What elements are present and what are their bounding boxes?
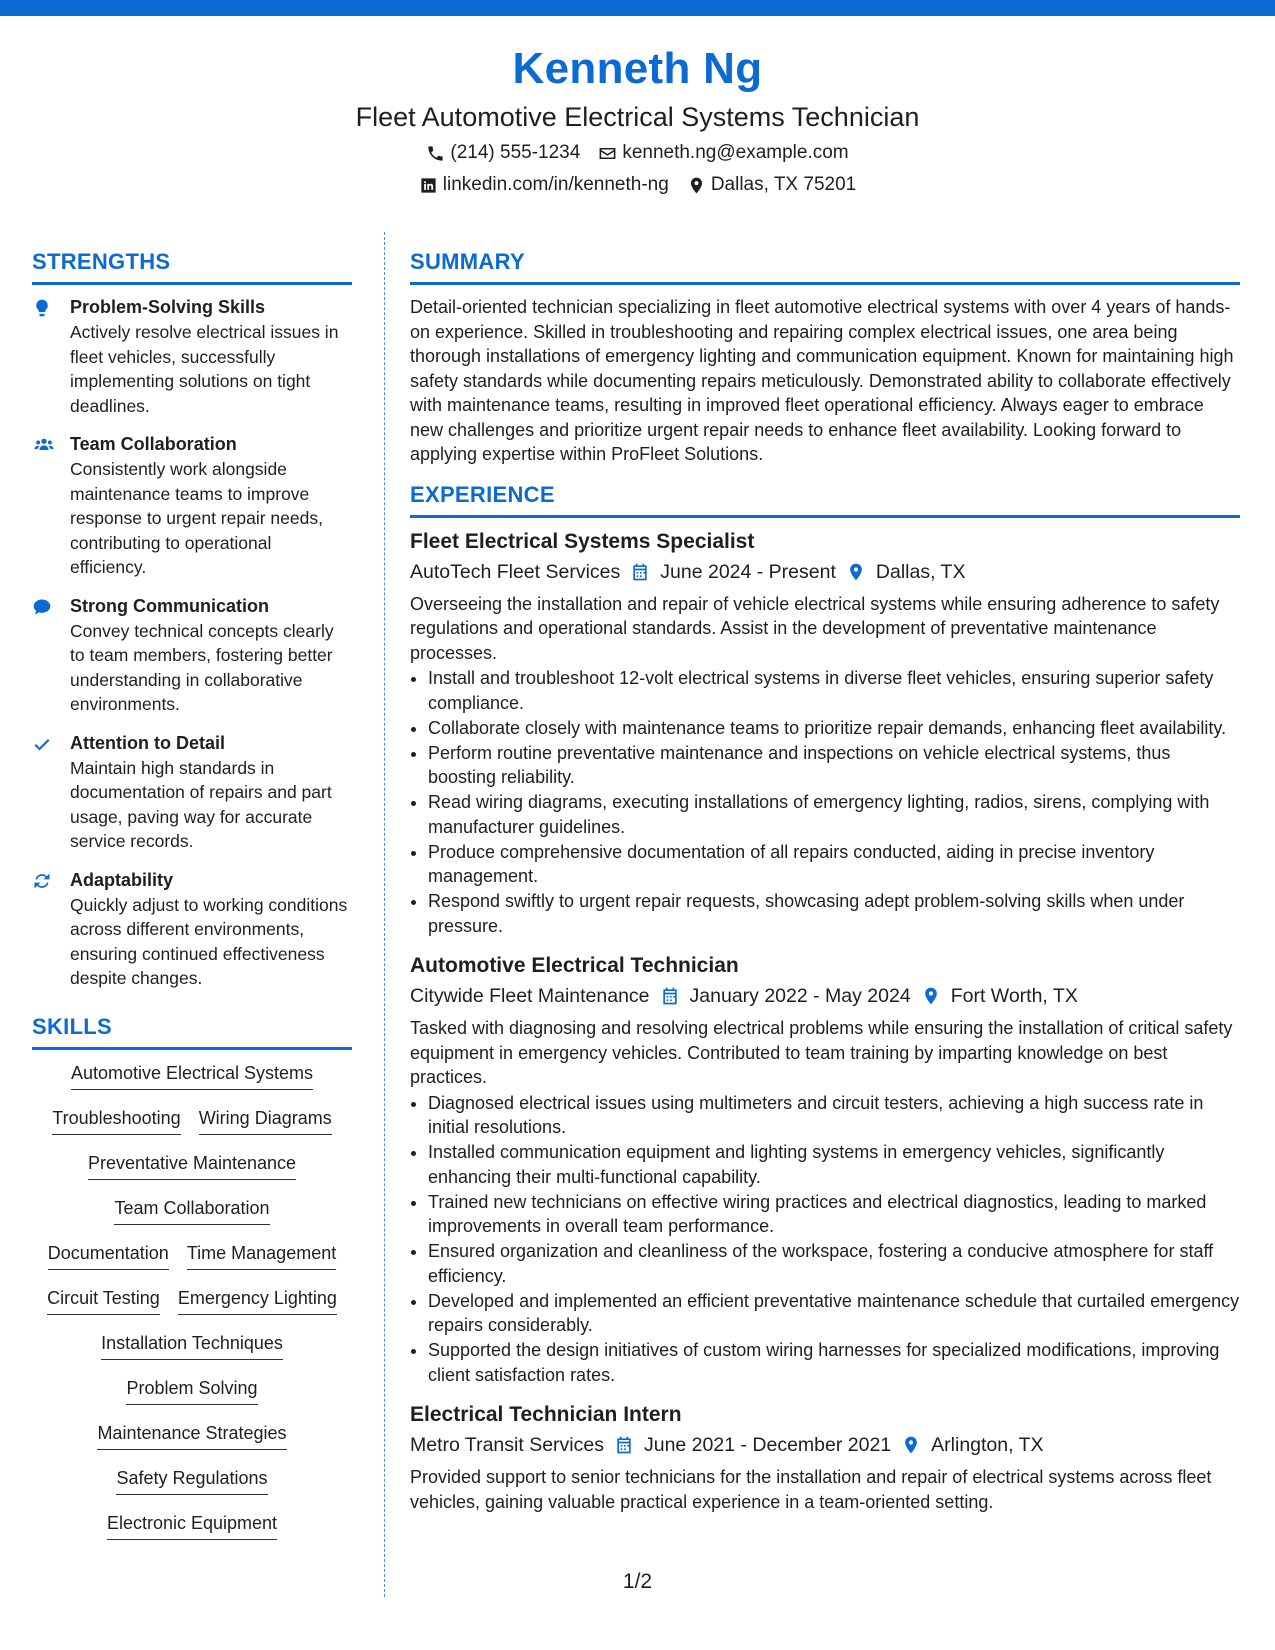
- strength-desc: Consistently work alongside maintenance teams to improve response to urgent repair needs, contributing to operational efficiency.: [70, 459, 323, 577]
- job-bullet: • Installed communication equipment and lighting systems in emergency vehicles, significantly enhancing their multi-functional capability.: [428, 1140, 1240, 1189]
- envelope-icon: [598, 144, 617, 163]
- job-bullet: • Read wiring diagrams, executing installations of emergency lighting, radios, sirens, complying with manufacturer guidelines.: [428, 790, 1240, 839]
- lightbulb-icon: [32, 298, 52, 318]
- linkedin-icon: [419, 176, 438, 195]
- page-number: 1/2: [622, 1570, 653, 1593]
- job-company: Metro Transit Services: [410, 1434, 604, 1456]
- job-bullet: • Collaborate closely with maintenance teams to prioritize repair demands, enhancing fleet availability.: [428, 716, 1240, 741]
- contact-phone: [426, 140, 580, 166]
- summary-text: Detail-oriented technician specializing in fleet automotive electrical systems with over 4 years of hands-on experience. Skilled in troubleshooting and repairing complex electrical issues, one area being thorough installations of emergency lighting and communication equipment. Known for maintaining high safety standards while documenting repairs meticulously. Demonstrated ability to collaborate effectively with maintenance teams, resulting in improved fleet operational efficiency. Always eager to embrace new challenges and prioritize urgent repair needs to enhance fleet availability. Looking forward to applying expertise within ProFleet Solutions.: [410, 297, 1234, 464]
- skill-tag: Maintenance Strategies: [97, 1420, 286, 1450]
- contact-row-1: [0, 140, 1275, 166]
- job-role: Electrical Technician Intern: [410, 1403, 682, 1426]
- map-pin-icon: [921, 986, 941, 1006]
- job-bullet: • Install and troubleshoot 12-volt electrical systems in diverse fleet vehicles, ensuring superior safety compliance.: [428, 666, 1240, 715]
- resume-header: [0, 40, 1275, 198]
- job-bullet: • Trained new technicians on effective wiring practices and electrical diagnostics, leading to marked improvements in overall team performance.: [428, 1190, 1240, 1239]
- job-entry: [410, 1401, 1240, 1514]
- strength-item: [32, 295, 352, 418]
- skill-tag: Preventative Maintenance: [88, 1150, 296, 1180]
- job-location: Fort Worth, TX: [950, 985, 1078, 1007]
- job-role: Fleet Electrical Systems Specialist: [410, 529, 755, 553]
- job-description: Tasked with diagnosing and resolving electrical problems while ensuring the installation of critical safety equipment in emergency vehicles. Contributed to team training by imparting knowledge on best practices.: [410, 1018, 1233, 1087]
- job-meta: [410, 1431, 1240, 1459]
- job-bullet: • Supported the design initiatives of custom wiring harnesses for specialized modifications, improving client satisfaction rates.: [428, 1338, 1240, 1387]
- candidate-name: Kenneth Ng: [512, 44, 763, 93]
- map-pin-icon: [687, 176, 706, 195]
- skill-tag: Team Collaboration: [114, 1195, 269, 1225]
- job-dates: June 2021 - December 2021: [643, 1434, 892, 1456]
- email-text: kenneth.ng@example.com: [622, 142, 849, 163]
- job-dates: January 2022 - May 2024: [689, 985, 911, 1007]
- checkmark-icon: [32, 734, 52, 754]
- contact-email[interactable]: [598, 140, 848, 166]
- calendar-icon: [660, 986, 680, 1006]
- job-dates: June 2024 - Present: [660, 560, 836, 583]
- phone-icon: [426, 144, 445, 163]
- chat-bubble-icon: [32, 597, 52, 617]
- contact-location: [687, 172, 856, 198]
- job-bullet: • Diagnosed electrical issues using multimeters and circuit testers, achieving a high success rate in initial resolutions.: [428, 1091, 1240, 1140]
- strength-item: [32, 594, 352, 717]
- strength-item: [32, 868, 352, 991]
- linkedin-text: linkedin.com/in/kenneth-ng: [442, 174, 669, 195]
- users-icon: [32, 435, 56, 455]
- job-location: Dallas, TX: [875, 560, 966, 583]
- skill-tag: Safety Regulations: [116, 1465, 267, 1495]
- job-bullet: • Produce comprehensive documentation of all repairs conducted, aiding in precise inventory management.: [428, 840, 1240, 889]
- job-company: Citywide Fleet Maintenance: [410, 985, 650, 1007]
- job-role: Automotive Electrical Technician: [410, 954, 739, 977]
- left-column: [32, 248, 352, 1555]
- skill-tag: Electronic Equipment: [107, 1510, 277, 1540]
- location-text: Dallas, TX 75201: [710, 174, 857, 195]
- skill-tag: Automotive Electrical Systems: [71, 1060, 313, 1090]
- skill-tag: Circuit Testing: [47, 1285, 160, 1315]
- strength-desc: Maintain high standards in documentation of repairs and part usage, paving way for accurate service records.: [70, 757, 332, 851]
- refresh-icon: [32, 871, 52, 891]
- job-meta: [410, 982, 1240, 1010]
- job-description: Overseeing the installation and repair of vehicle electrical systems while ensuring adherence to safety regulations and operational standards. Assist in the development of preventative maintenance processes.: [410, 593, 1220, 663]
- strength-title: Team Collaboration: [70, 434, 237, 454]
- column-divider: [384, 232, 385, 1597]
- map-pin-icon: [901, 1435, 921, 1455]
- contact-linkedin[interactable]: [419, 172, 669, 198]
- summary-heading: SUMMARY: [410, 248, 1240, 285]
- skill-tag: Time Management: [187, 1240, 336, 1270]
- strength-item: [32, 432, 352, 580]
- candidate-title: Fleet Automotive Electrical Systems Technician: [355, 102, 920, 132]
- job-bullet: • Developed and implemented an efficient preventative maintenance schedule that curtailed emergency repairs considerably.: [428, 1289, 1240, 1338]
- right-column: [410, 248, 1240, 1528]
- skill-tag: Documentation: [48, 1240, 169, 1270]
- job-location: Arlington, TX: [931, 1434, 1044, 1456]
- job-bullet: • Ensured organization and cleanliness of the workspace, fostering a conducive atmosphere for staff efficiency.: [428, 1239, 1240, 1288]
- strength-title: Adaptability: [70, 869, 174, 890]
- strengths-heading: STRENGTHS: [32, 248, 352, 285]
- skill-tag: Wiring Diagrams: [199, 1105, 332, 1135]
- contact-row-2: [0, 172, 1275, 198]
- skill-tag: Installation Techniques: [101, 1330, 283, 1360]
- strength-title: Strong Communication: [70, 595, 269, 616]
- experience-heading: EXPERIENCE: [410, 481, 1240, 518]
- job-bullet: • Respond swiftly to urgent repair requests, showcasing adept problem-solving skills when under pressure.: [428, 889, 1240, 938]
- strength-item: [32, 731, 352, 854]
- job-entry: [410, 952, 1240, 1387]
- job-description: Provided support to senior technicians for the installation and repair of electrical systems across fleet vehicles, gaining valuable practical experience in a team-oriented setting.: [410, 1467, 1212, 1512]
- job-entry: [410, 528, 1240, 939]
- strength-desc: Quickly adjust to working conditions across different environments, ensuring continued effectiveness despite changes.: [70, 894, 348, 988]
- skill-tag: Problem Solving: [126, 1375, 257, 1405]
- map-pin-icon: [846, 562, 866, 582]
- calendar-icon: [614, 1435, 634, 1455]
- job-bullet: • Perform routine preventative maintenance and inspections on vehicle electrical systems, thus boosting reliability.: [428, 741, 1240, 790]
- job-bullets: [410, 1091, 1240, 1388]
- strength-title: Problem-Solving Skills: [70, 297, 266, 317]
- skill-tag: Emergency Lighting: [178, 1285, 337, 1315]
- strength-title: Attention to Detail: [70, 732, 225, 753]
- calendar-icon: [630, 562, 650, 582]
- job-bullets: [410, 666, 1240, 938]
- strength-desc: Actively resolve electrical issues in fleet vehicles, successfully implementing solutions on tight deadlines.: [70, 322, 339, 416]
- skill-tag: Troubleshooting: [52, 1105, 180, 1135]
- strength-desc: Convey technical concepts clearly to team members, fostering better understanding in collaborative environments.: [70, 620, 334, 714]
- top-accent-bar: [0, 0, 1275, 16]
- phone-text: (214) 555-1234: [450, 142, 581, 163]
- job-company: AutoTech Fleet Services: [410, 560, 621, 583]
- skills-list: [32, 1060, 352, 1555]
- skills-heading: SKILLS: [32, 1013, 352, 1050]
- job-meta: [410, 558, 1240, 586]
